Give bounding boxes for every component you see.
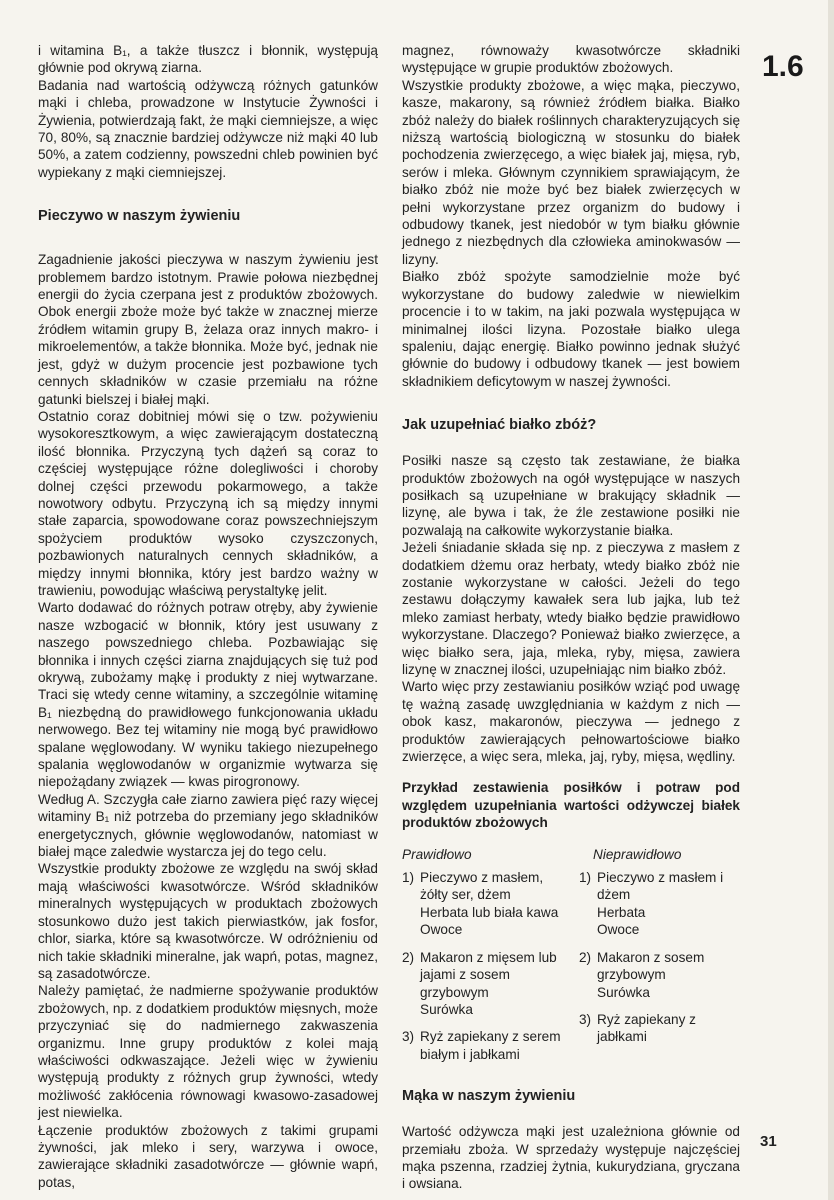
item-line: Herbata (597, 904, 646, 920)
item-line: Makaron z mięsem lub jajami z sosem grzybowym (420, 949, 557, 1000)
section-heading-bread: Pieczywo w naszym żywieniu (38, 208, 241, 225)
item-number: 1) (579, 870, 592, 886)
paragraph: Zagadnienie jakości pieczywa w naszym żywieniu jest problemem bardzo istotnym. Prawie połowa niezbędnej energii do życia czerpana jest z produktów zbożowych. Obok energii zboże może być także w znacznej mierze źródłem witamin grupy B, żelaza oraz innych makro- i mikroelementów, a także błonnika. Może być, jednak nie jest, gdyż w dużym procencie jest pozbawione tych cennych składników w czasie przemiału na różne gatunki bielszej i białej mąki. (38, 252, 378, 407)
paragraph: Ostatnio coraz dobitniej mówi się o tzw. pożywieniu wysokoresztkowym, a więc zawierającym dostateczną ilość błonnika. Przyczyną tych dążeń są coraz to częściej występujące różne dolegliwości i choroby dolnej części przewodu pokarmowego, a także nowotwory odbytu. Przyczyną ich są między innymi stałe zaparcia, spowodowane coraz powszechniejszym spożyciem produktów wysoko czyszczonych, pozbawionych naturalnych cennych składników, a między innymi błonnika, który jest bardzo ważny w trawieniu, powodując właściwą perystaltykę jelit. (38, 408, 378, 598)
paragraph: Badania nad wartością odżywczą różnych gatunków mąki i chleba, prowadzone w Instytucie Żywności i Żywienia, potwierdzają fakt, że mąki ciemniejsze, a więc 70, 80%, są znacznie bardziej odżywcze niż mąki 40 lub 50%, a zatem codzienny, powszedni chleb powinien być wypiekany z mąki ciemniejszej. (38, 77, 378, 180)
item-line: Surówka (420, 1001, 473, 1017)
item-line: Owoce (597, 922, 640, 938)
item-line: Owoce (420, 922, 463, 938)
correct-list (402, 869, 563, 1073)
item-line: Ryż zapiekany z jabłkami (597, 1011, 696, 1045)
section-heading-protein: Jak uzupełniać białko zbóż? (402, 417, 597, 434)
item-line: Pieczywo z masłem i dżem (597, 870, 724, 903)
item-line: Herbata lub biała kawa (420, 904, 559, 920)
paragraph: Łączenie produktów zbożowych z takimi grupami żywności, jak mleko i sery, warzywa i owoce, zawierające składniki zasadotwórcze — głównie wapń, potas, (38, 1122, 378, 1190)
paragraph: Wszystkie produkty zbożowe ze względu na swój skład mają właściwości kwasotwórcze. Wśród składników mineralnych występujących w produktach zbożowych stosunkowo dużo jest takich pierwiastków, jak fosfor, chlor, siarka, które są kwasotwórcze. W odróżnieniu od nich takie składniki mineralne, jak wapń, potas, magnez, są zasadotwórcze. (38, 861, 378, 981)
incorrect-header: Nieprawidłowo (593, 846, 682, 862)
item-line: Makaron z sosem grzybowym (597, 949, 705, 983)
item-number: 2) (402, 949, 415, 965)
chapter-number: 1.6 (762, 50, 804, 83)
left-column (38, 42, 378, 1191)
paragraph: i witamina B₁, a także tłuszcz i błonnik, występują głównie pod okrywą ziarna. (38, 43, 378, 76)
paragraph: Warto dodawać do różnych potraw otręby, aby żywienie nasze wzbogacić w błonnik, który jest usuwany z naszego powszedniego chleba. Pozbawiając się błonnika i innych części ziarna znajdujących się tuż pod okrywą, zubożamy mąkę i produkty z niej wytwarzane. Traci się wtedy cenne witaminy, a szczególnie witaminę B₁ niezbędną do prawidłowego funkcjonowania układu nerwowego. Bez tej witaminy nie mogą być prawidłowo spalane węglowodany. W wyniku takiego niezupełnego spalania węglowodanów w organizmie wytwarza się niepożądany związek — kwas pirogronowy. (38, 600, 378, 790)
list-item (579, 1011, 740, 1046)
item-line: Surówka (597, 984, 650, 1000)
item-line: Ryż zapiekany z serem białym i jabłkami (420, 1029, 561, 1062)
example-title: Przykład zestawienia posiłków i potraw pod względem uzupełniania wartości odżywczej białek produktów zbożowych (402, 780, 740, 831)
list-item (579, 949, 740, 1001)
paragraph: Jeżeli śniadanie składa się np. z pieczywa z masłem z dodatkiem dżemu oraz herbaty, wtedy białko zbóż nie zostanie wykorzystane w całości. Jeżeli do tego zestawu dołączymy kawałek sera lub jajka, lub też mleko zamiast herbaty, wtedy białko będzie prawidłowo wykorzystane. Dlaczego? Ponieważ białko zwierzęce, a więc białko sera, jaja, mleka, ryby, mięsa, zawiera lizynę w znacznej ilości, uzupełniając nim białko zbóż. (402, 540, 740, 677)
item-number: 3) (402, 1029, 415, 1045)
list-item (402, 1028, 563, 1063)
paragraph: magnez, równoważy kwasotwórcze składniki występujące w grupie produktów zbożowych. (402, 43, 740, 76)
item-line: Pieczywo z masłem, żółty ser, dżem (420, 870, 544, 903)
paragraph: Wartość odżywcza mąki jest uzależniona głównie od przemiału zboża. W sprzedaży występuje najczęściej mąka pszenna, rzadziej żytnia, kukurydziana, gryczana i owsiana. (402, 1124, 740, 1192)
list-item (579, 869, 740, 939)
list-item (402, 869, 563, 939)
item-number: 1) (402, 870, 415, 886)
item-number: 3) (579, 1011, 592, 1027)
page-edge (828, 0, 834, 1200)
incorrect-list (579, 869, 740, 1073)
paragraph: Wszystkie produkty zbożowe, a więc mąka, pieczywo, kasze, makarony, są również źródłem białka. Białko zbóż należy do białek roślinnych charakteryzujących się niższą wartością biologiczną w stosunku do białek pochodzenia zwierzęcego, a więc białek jaj, mięsa, ryb, serów i mleka. Głównym czynnikiem sprawiającym, że białko zbóż nie może być bez białek zwierzęcych w pełni wykorzystane przez organizm do budowy i odbudowy tkanek, jest niedobór w tym białku głównie jednego z niezbędnych dla człowieka aminokwasów — lizyny. (402, 77, 740, 267)
paragraph: Warto więc przy zestawianiu posiłków wziąć pod uwagę tę ważną zasadę uwzględniania w każdym z nich — obok kasz, makaronów, pieczywa — jednego z produktów zawierających pełnowartościowe białko zwierzęce, a więc sera, mleka, jaj, ryby, mięsa, wędliny. (402, 679, 740, 765)
paragraph: Według A. Szczygła całe ziarno zawiera pięć razy więcej witaminy B₁ niż potrzeba do przemiany jego składników energetycznych, głównie węglowodanów, natomiast w białej mące zaledwie wystarcza jej do tego celu. (38, 791, 378, 860)
meal-examples (402, 846, 740, 1073)
paragraph: Białko zbóż spożyte samodzielnie może być wykorzystane do budowy zaledwie w niewielkim procencie i to w takim, na jaki pozwala występująca w minimalnej ilości lizyna. Pozostałe białko ulega spaleniu, dając energię. Białko powinno jednak służyć głównie do budowy i odbudowy tkanek — jest bowiem składnikiem deficytowym w naszej żywności. (402, 269, 740, 389)
item-number: 2) (579, 949, 592, 965)
paragraph: Posiłki nasze są często tak zestawiane, że białka produktów zbożowych na ogół występujące w naszych posiłkach są uzupełniane w brakujący składnik — lizynę, ale bywa i tak, że źle zestawione posiłki nie pozwalają na całkowite wykorzystanie białka. (402, 453, 740, 538)
paragraph: Należy pamiętać, że nadmierne spożywanie produktów zbożowych, np. z dodatkiem produktów mięsnych, może przyczyniać się do nadmiernego zakwaszenia organizmu. Inne grupy produktów z kolei mają właściwości odkwaszające. Jeżeli więc w żywieniu występują produkty z różnych grup żywności, wtedy możliwość zakłócenia równowagi kwasowo-zasadowej jest niewielka. (38, 983, 378, 1121)
section-heading-flour: Mąka w naszym żywieniu (402, 1088, 576, 1105)
list-item (402, 949, 563, 1019)
right-column (402, 42, 740, 1193)
page-number: 31 (760, 1133, 777, 1150)
correct-header: Prawidłowo (402, 846, 472, 862)
